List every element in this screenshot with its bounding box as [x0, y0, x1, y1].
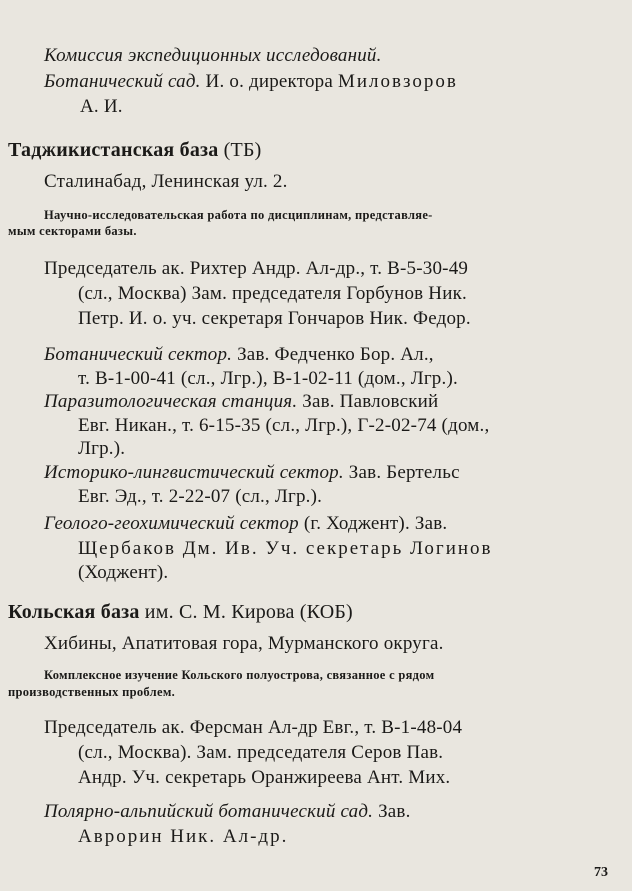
tb-geology-1: [44, 512, 447, 536]
tb-parasit-head: Зав. Павловский: [297, 391, 439, 412]
tb-history-1: [44, 461, 460, 485]
kob-chair-2: (сл., Москва). Зам. председателя Серов Пав.: [78, 742, 444, 763]
commission-line: Комиссия экспедиционных исследований.: [44, 45, 382, 66]
tb-parasit-label: Паразитологическая станция.: [44, 391, 298, 412]
tb-title: Таджикистанская база: [8, 139, 219, 161]
kob-garden-head: Зав.: [373, 801, 411, 822]
kob-desc-1: Комплексное изучение Кольского полуострова, связанное с рядом: [44, 668, 435, 682]
kob-chair-1: Председатель ак. Ферсман Ал-др Евг., т. В-1-48-04: [44, 717, 463, 738]
tb-geology-head: (г. Ходжент). Зав.: [298, 513, 448, 534]
botanical-garden-line: [44, 70, 458, 94]
kob-address: Хибины, Апатитовая гора, Мурманского округа.: [44, 633, 444, 654]
director-name: Миловзоров: [337, 71, 458, 92]
tb-botany-1: [44, 343, 434, 367]
tb-desc-1: Научно-исследовательская работа по дисциплинам, представляе-: [44, 208, 433, 222]
kob-garden-2: Аврорин Ник. Ал-др.: [78, 826, 289, 847]
tb-parasit-2: Евг. Никан., т. 6-15-35 (сл., Лгр.), Г-2-02-74 (дом.,: [78, 415, 490, 436]
acting-director-label: И. о. директора: [200, 71, 338, 92]
tb-botany-label: Ботанический сектор.: [44, 344, 233, 365]
botanical-garden-label: Ботанический сад.: [44, 71, 201, 92]
tb-history-2: Евг. Эд., т. 2-22-07 (сл., Лгр.).: [78, 486, 323, 507]
tb-chair-2: (сл., Москва) Зам. председателя Горбунов Ник.: [78, 283, 467, 304]
tb-chair-3: Петр. И. о. уч. секретаря Гончаров Ник. Федор.: [78, 308, 471, 329]
tb-abbr: (ТБ): [218, 139, 262, 161]
kob-desc-2: производственных проблем.: [8, 685, 176, 699]
tb-botany-2: т. В-1-00-41 (сл., Лгр.), В-1-02-11 (дом., Лгр.).: [78, 368, 458, 389]
tb-heading: [8, 138, 262, 162]
tb-geology-label: Геолого-геохимический сектор: [44, 513, 299, 534]
kob-title: Кольская база: [8, 601, 140, 623]
kob-garden-label: Полярно-альпийский ботанический сад.: [44, 801, 374, 822]
tb-chair-1: Председатель ак. Рихтер Андр. Ал-др., т. В-5-30-49: [44, 258, 469, 279]
tb-history-head: Зав. Бертельс: [343, 462, 460, 483]
tb-parasit-1: [44, 390, 438, 414]
tb-geology-2: Щербаков Дм. Ив. Уч. секретарь Логинов: [78, 538, 493, 559]
tb-parasit-3: Лгр.).: [78, 438, 126, 459]
kob-heading: [8, 600, 353, 624]
tb-geology-3: (Ходжент).: [78, 562, 169, 583]
tb-history-label: Историко-лингвистический сектор.: [44, 462, 344, 483]
tb-botany-head: Зав. Федченко Бор. Ал.,: [232, 344, 434, 365]
kob-chair-3: Андр. Уч. секретарь Оранжиреева Ант. Мих.: [78, 767, 451, 788]
kob-subtitle: им. С. М. Кирова (КОБ): [139, 601, 353, 623]
tb-desc-2: мым секторами базы.: [8, 224, 137, 238]
page-number: 73: [594, 865, 608, 880]
tb-address: Сталинабад, Ленинская ул. 2.: [44, 171, 288, 192]
kob-garden-1: [44, 800, 411, 824]
director-initials: А. И.: [80, 96, 123, 117]
